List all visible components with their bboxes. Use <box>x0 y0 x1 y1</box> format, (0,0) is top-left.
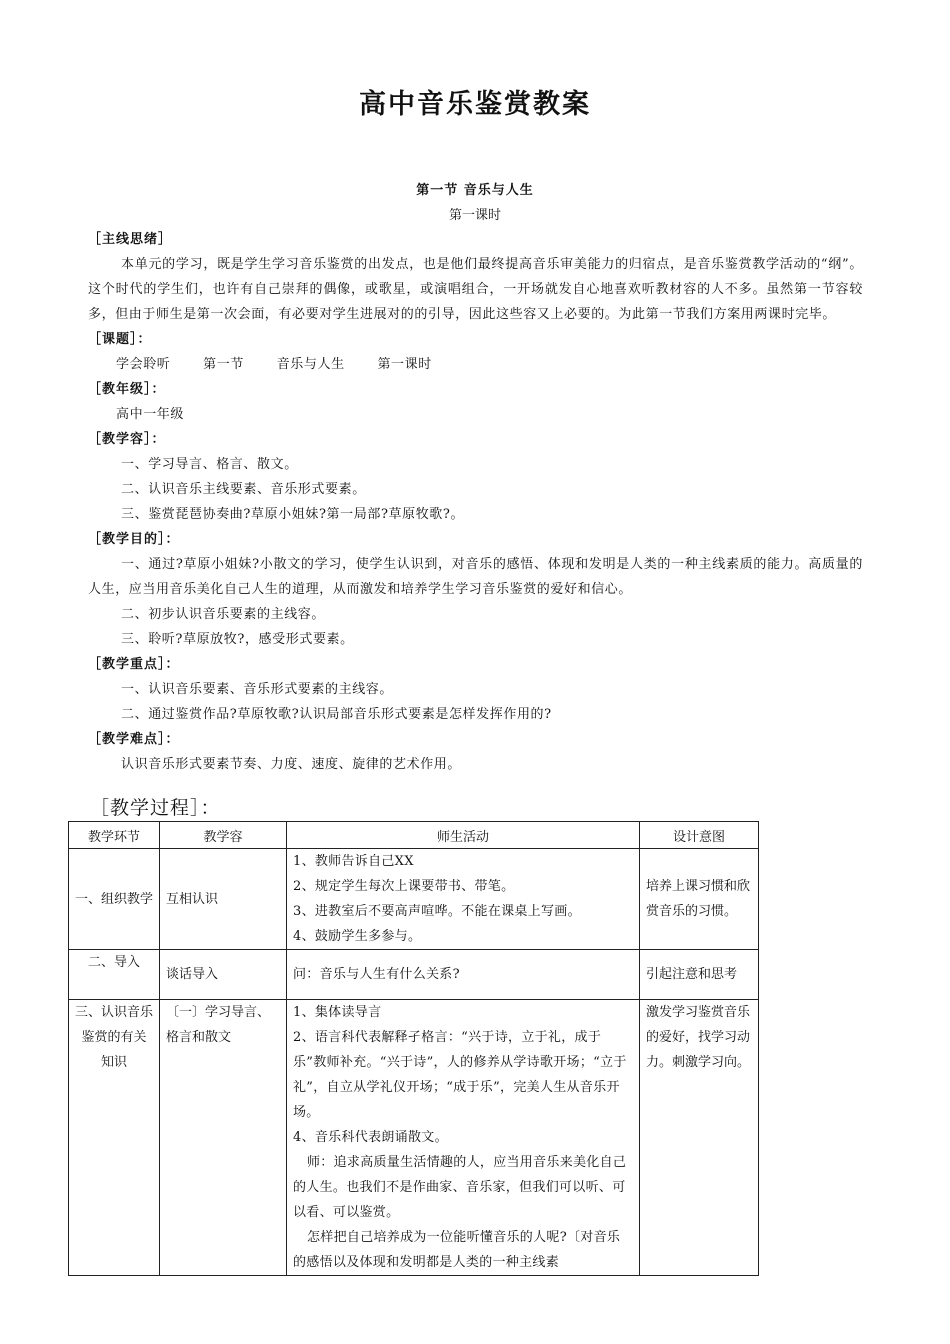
key-point-item: 一、认识音乐要素、音乐形式要素的主线容。 <box>121 682 394 697</box>
content-item: 三、鉴赏琵琶协奏曲?草原小姐妹?第一局部?草原牧歌?。 <box>121 507 465 522</box>
stage-line: 知识 <box>100 1055 127 1070</box>
document-title: 高中音乐鉴赏教案 <box>359 89 591 120</box>
topic-heading: ［课题］： <box>88 332 152 347</box>
goal-item: 一、通过?草原小姐妹?小散文的学习，使学生认识到，对音乐的感悟、体现和发明是人类的一种主线素质的能力。高质量的人生，应当用音乐美化自己人生的道理，从而激发和培养学生学习音乐鉴赏的爱好和信心。 <box>88 557 863 597</box>
stage-cell: 二、导入 <box>69 950 160 1000</box>
process-heading: ［教学过程］： <box>90 797 221 819</box>
activities-cell <box>287 1000 640 1276</box>
teaching-process-table <box>68 821 759 1276</box>
activity-line: 2、规定学生每次上课要带书、带笔。 <box>293 879 515 894</box>
topic-item: 第一课时 <box>377 357 432 372</box>
column-header: 设计意图 <box>640 822 759 849</box>
column-header: 教学环节 <box>69 822 160 849</box>
activity-line: 问：音乐与人生有什么关系? <box>293 967 460 982</box>
activity-line: 1、集体读导言 <box>293 1005 382 1020</box>
table-header-row <box>69 822 759 849</box>
activity-line: 4、音乐科代表朗诵散文。 <box>293 1130 448 1145</box>
content-item: 二、认识音乐主线要素、音乐形式要素。 <box>121 482 366 497</box>
activity-line: 4、鼓励学生多参与。 <box>293 929 422 944</box>
difficulties-text: 认识音乐形式要素节奏、力度、速度、旋律的艺术作用。 <box>121 757 462 772</box>
stage-line: 三、认识音乐鉴赏的有关 <box>75 1005 154 1045</box>
section-title: 第一节 音乐与人生 <box>416 183 534 198</box>
main-idea-text: 本单元的学习，既是学生学习音乐鉴赏的出发点，也是他们最终提高音乐审美能力的归宿点，是音乐鉴赏教学活动的“纲”。这个时代的学生们，也许有自己崇拜的偶像，或歌星，或演唱组合，一开场就发自心地喜欢听教材容的人不多。虽然第一节容较多，但由于师生是第一次会面，有必要对学生进展对的的引导，因此这些容又上必要的。为此第一节我们方案用两课时完毕。 <box>88 257 863 322</box>
table-row <box>69 950 759 1000</box>
lesson-period: 第一课时 <box>448 208 501 223</box>
topic-item: 音乐与人生 <box>276 357 345 372</box>
grade-heading: ［教年级］： <box>88 382 166 397</box>
activity-line: 2、语言科代表解释孑格言：“兴于诗，立于礼，成于乐”教师补充。“兴于诗”，人的修养从学诗歌开场；“立于礼”，自立从学礼仪开场；“成于乐”，完美人生从音乐开场。 <box>293 1030 627 1120</box>
goal-item: 二、初步认识音乐要素的主线容。 <box>121 607 326 622</box>
intent-cell: 引起注意和思考 <box>640 950 759 1000</box>
intent-cell: 培养上课习惯和欣赏音乐的习惯。 <box>640 849 759 950</box>
column-header: 教学容 <box>160 822 287 849</box>
content-item: 一、学习导言、格言、散文。 <box>121 457 298 472</box>
content-cell: 〔一〕学习导言、格言和散文 <box>160 1000 287 1276</box>
table-row <box>69 849 759 950</box>
grade-text: 高中一年级 <box>116 407 185 422</box>
stage-cell: 一、组织教学 <box>69 849 160 950</box>
activity-line: 3、进教室后不要高声喧哗。不能在课桌上写画。 <box>293 904 581 919</box>
topic-line <box>88 352 863 377</box>
topic-item: 第一节 <box>203 357 244 372</box>
content-cell: 谈话导入 <box>160 950 287 1000</box>
content-cell: 互相认识 <box>160 849 287 950</box>
key-point-item: 二、通过鉴赏作品?草原牧歌?认识局部音乐形式要素是怎样发挥作用的? <box>121 707 552 722</box>
intent-cell: 激发学习鉴赏音乐的爱好，找学习动力。刺激学习向。 <box>640 1000 759 1276</box>
key-points-heading: ［教学重点］： <box>88 657 180 672</box>
activity-line: 怎样把自己培养成为一位能听懂音乐的人呢?〔对音乐的感悟以及体现和发明都是人类的一种主线素 <box>293 1230 621 1270</box>
main-idea-heading: ［主线思绪］ <box>88 232 173 247</box>
difficulties-heading: ［教学难点］： <box>88 732 180 747</box>
topic-item: 学会聆听 <box>116 357 171 372</box>
activity-line: 1、教师告诉自己XX <box>293 854 414 869</box>
stage-cell <box>69 1000 160 1276</box>
activities-cell <box>287 950 640 1000</box>
goal-item: 三、聆听?草原放牧?，感受形式要素。 <box>121 632 354 647</box>
goals-heading: ［教学目的］： <box>88 532 180 547</box>
activity-line: 师：追求高质量生活情趣的人，应当用音乐来美化自己的人生。也我们不是作曲家、音乐家，但我们可以听、可以看、可以鉴赏。 <box>293 1155 627 1220</box>
content-heading: ［教学容］： <box>88 432 166 447</box>
lesson-plan-body <box>88 227 863 777</box>
column-header: 师生活动 <box>287 822 640 849</box>
activities-cell <box>287 849 640 950</box>
table-row <box>69 1000 759 1276</box>
